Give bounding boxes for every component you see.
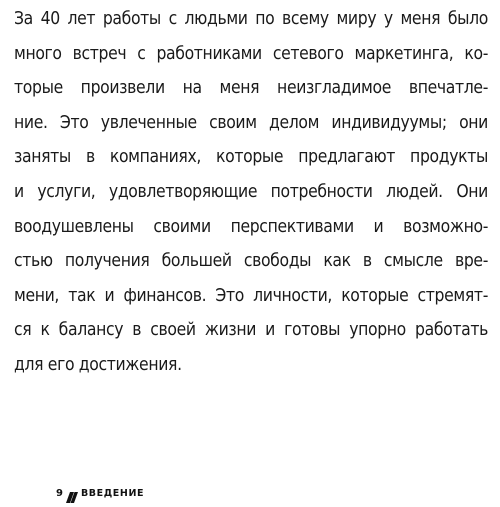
text-line: мени, так и финансов. Это личности, которые стремят-	[14, 285, 488, 306]
section-label: ВВЕДЕНИЕ	[80, 487, 145, 499]
text-line: торые произвели на меня неизгладимое впечатле-	[14, 78, 488, 99]
text-line: стью получения большей свободы как в смысле вре-	[14, 251, 488, 272]
text-line: ся к балансу в своей жизни и готовы упорно работать	[14, 320, 488, 341]
text-line: много встреч с работниками сетевого маркетинга, ко-	[14, 43, 488, 64]
text-line: воодушевлены своими перспективами и возможно-	[14, 216, 488, 237]
text-line: За 40 лет работы с людьми по всему миру у меня было	[14, 9, 488, 29]
page-footer	[56, 486, 144, 500]
text-line: и услуги, удовлетворяющие потребности людей. Они	[14, 181, 488, 202]
slash-mark-icon	[66, 488, 78, 499]
page-number: 9	[56, 487, 63, 499]
text-line-last: для его достижения.	[14, 354, 182, 375]
text-line: заняты в компаниях, которые предлагают продукты	[14, 147, 488, 168]
text-line: ние. Это увлеченные своим делом индивидуумы; они	[14, 112, 488, 133]
body-paragraph	[14, 2, 488, 383]
